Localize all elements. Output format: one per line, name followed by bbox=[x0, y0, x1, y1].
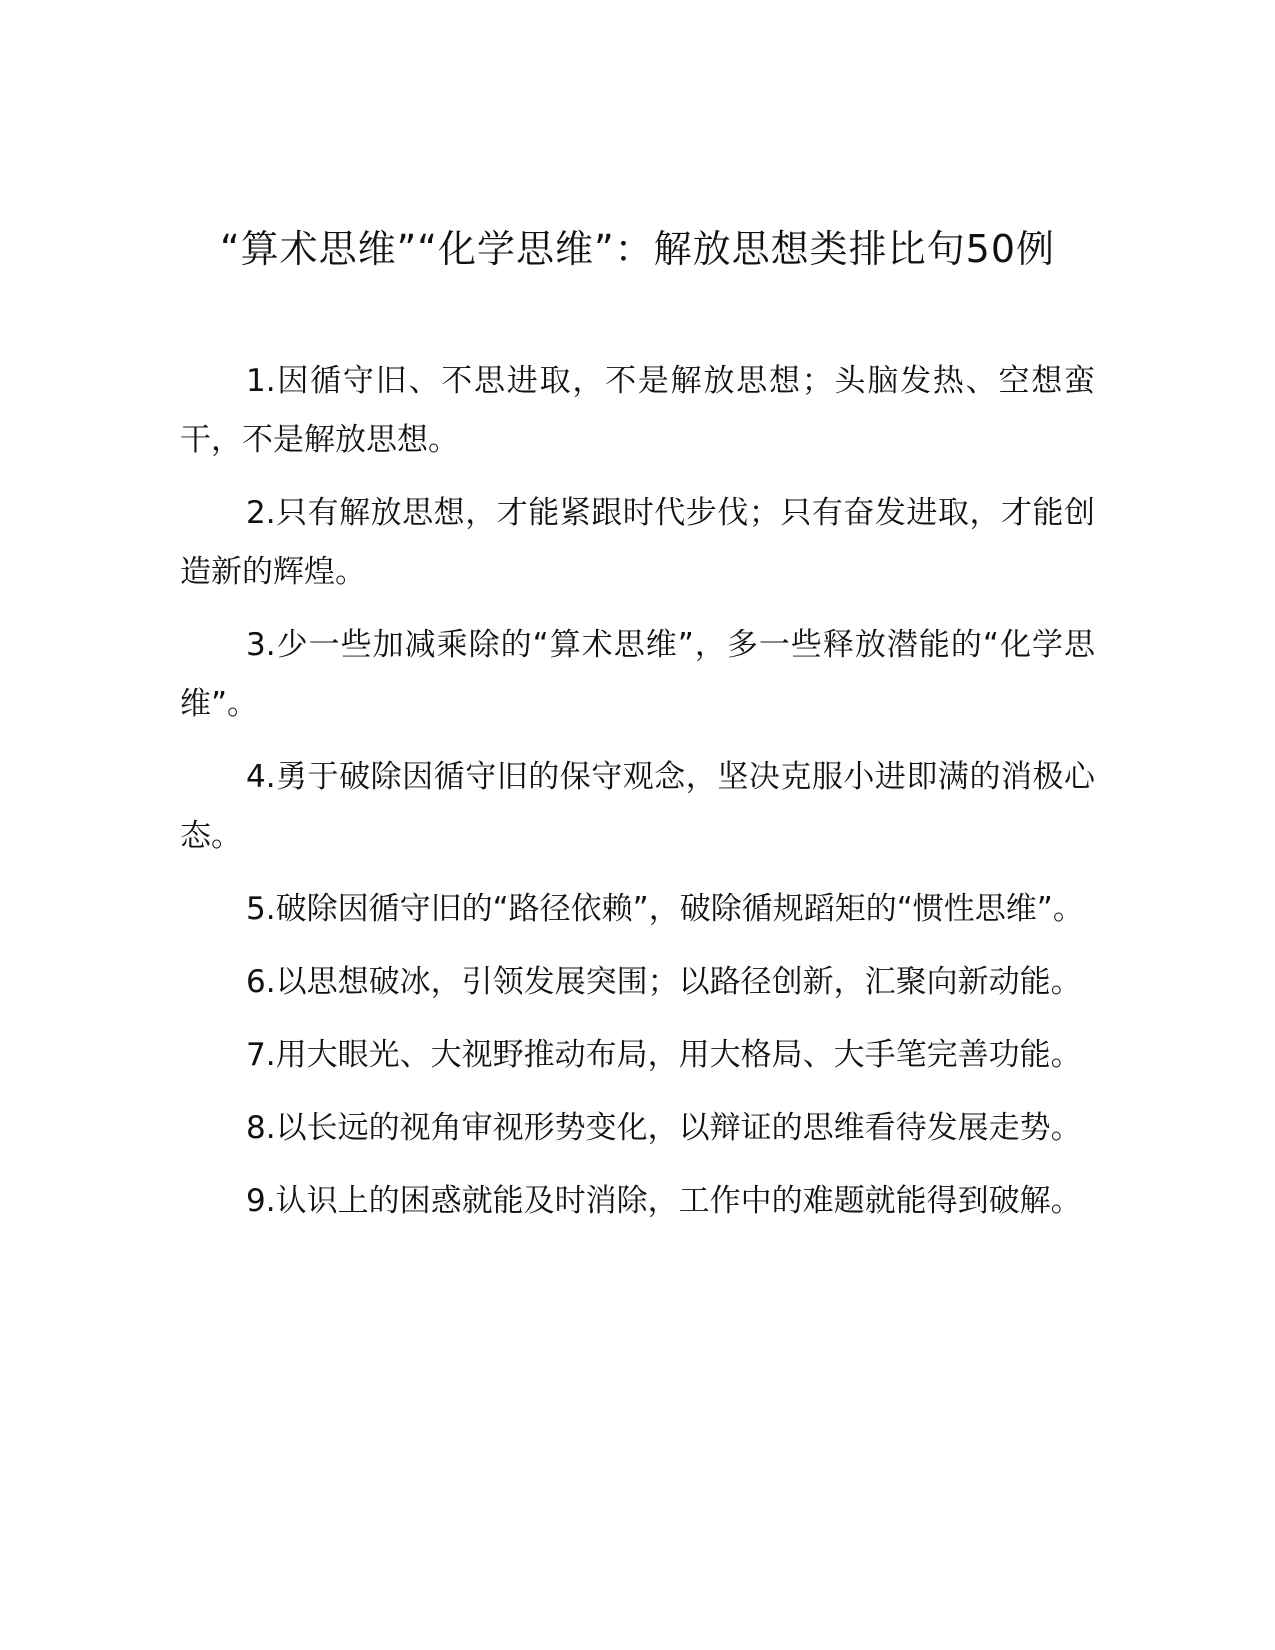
list-item: 1.因循守旧、不思进取，不是解放思想；头脑发热、空想蛮干，不是解放思想。 bbox=[180, 363, 1095, 458]
list-item: 4.勇于破除因循守旧的保守观念，坚决克服小进即满的消极心态。 bbox=[180, 759, 1095, 854]
list-item: 9.认识上的困惑就能及时消除，工作中的难题就能得到破解。 bbox=[246, 1183, 1082, 1219]
list-item: 3.少一些加减乘除的“算术思维”，多一些释放潜能的“化学思维”。 bbox=[180, 627, 1095, 722]
list-item: 2.只有解放思想，才能紧跟时代步伐；只有奋发进取，才能创造新的辉煌。 bbox=[180, 495, 1095, 590]
list-item: 8.以长远的视角审视形势变化，以辩证的思维看待发展走势。 bbox=[246, 1110, 1082, 1146]
document-title: “算术思维”“化学思维”：解放思想类排比句50例 bbox=[219, 227, 1056, 271]
list-item: 7.用大眼光、大视野推动布局，用大格局、大手笔完善功能。 bbox=[246, 1037, 1082, 1073]
list-item: 5.破除因循守旧的“路径依赖”，破除循规蹈矩的“惯性思维”。 bbox=[246, 891, 1084, 927]
sentence-list bbox=[180, 352, 1095, 1245]
list-item: 6.以思想破冰，引领发展突围；以路径创新，汇聚向新动能。 bbox=[246, 964, 1082, 1000]
